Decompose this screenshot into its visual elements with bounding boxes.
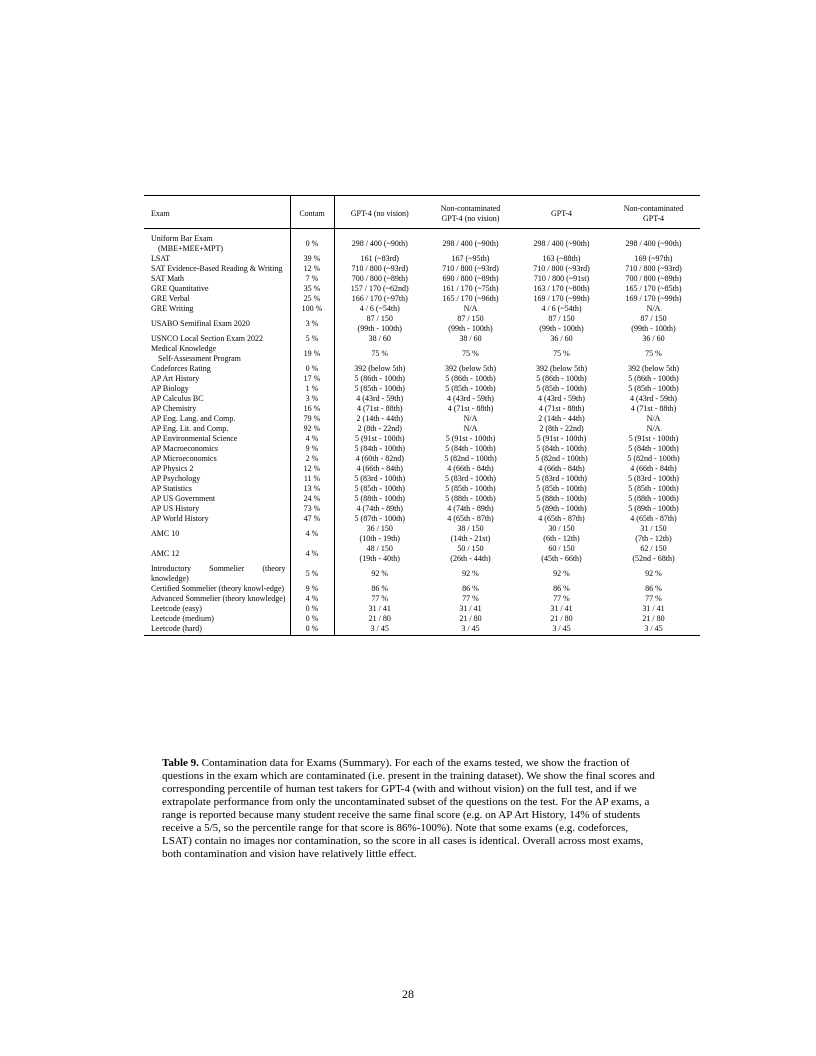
gpt4-no-vision-cell: 2 (8th - 22nd): [357, 424, 402, 433]
contam-cell: 0 %: [290, 229, 334, 255]
table-row: [144, 604, 700, 614]
gpt4-no-vision-cell: 4 (71st - 88th): [356, 404, 403, 413]
contam-cell: 19 %: [290, 344, 334, 364]
exam-name: [144, 274, 290, 284]
table-row: [144, 404, 700, 414]
noncontam-cell: 5 (89th - 100th): [628, 504, 679, 513]
gpt4-no-vision-cell: 5 (85th - 100th): [354, 384, 405, 393]
noncontam-no-vision-cell: N/A: [463, 414, 478, 423]
gpt4-no-vision-cell: 86 %: [371, 584, 389, 593]
exam-name-line: Leetcode (medium): [151, 614, 214, 623]
gpt4-cell: 710 / 800 (~93rd): [533, 264, 590, 273]
noncontam-cell: 5 (85th - 100th): [628, 384, 679, 393]
gpt4-no-vision-cell: 166 / 170 (~97th): [351, 294, 408, 303]
header-row: [144, 196, 700, 229]
gpt4-no-vision-cell: 5 (88th - 100th): [354, 494, 405, 503]
exam-name: [144, 514, 290, 524]
exam-name: [144, 524, 290, 544]
table-row: [144, 484, 700, 494]
noncontam-cell: 700 / 800 (~89th): [625, 274, 682, 283]
contam-cell: 13 %: [290, 484, 334, 494]
exam-name: [144, 494, 290, 504]
header-exam: Exam: [144, 196, 290, 229]
gpt4-cell: 5 (85th - 100th): [536, 484, 587, 493]
contam-cell: 92 %: [290, 424, 334, 434]
contam-cell: 0 %: [290, 624, 334, 636]
noncontam-no-vision-cell: 167 (~95th): [451, 254, 490, 263]
exam-name-line: Medical Knowledge: [151, 344, 217, 353]
exam-name: [144, 374, 290, 384]
table-row: [144, 394, 700, 404]
noncontam-cell: 5 (83rd - 100th): [628, 474, 679, 483]
table-row: [144, 314, 700, 334]
gpt4-no-vision-cell: 4 (66th - 84th): [356, 464, 403, 473]
noncontam-cell: 75 %: [645, 349, 662, 358]
contam-cell: 4 %: [290, 434, 334, 444]
noncontam-no-vision-cell: 5 (86th - 100th): [445, 374, 496, 383]
noncontam-no-vision-cell: 38 / 60: [459, 334, 482, 343]
table-row: [144, 424, 700, 434]
noncontam-no-vision-cell: 92 %: [462, 569, 479, 578]
contam-cell: 3 %: [290, 394, 334, 404]
table-row: [144, 494, 700, 504]
noncontam-cell: 21 / 80: [642, 614, 665, 623]
exam-name-line: AP Eng. Lang. and Comp.: [151, 414, 236, 423]
noncontam-cell: 5 (91st - 100th): [628, 434, 679, 443]
table-row: [144, 584, 700, 594]
table-row: [144, 384, 700, 394]
exam-name-line: USNCO Local Section Exam 2022: [151, 334, 263, 343]
gpt4-cell: 31 / 41: [550, 604, 573, 613]
noncontam-cell: N/A: [646, 424, 661, 433]
gpt4-cell: 4 (66th - 84th): [538, 464, 585, 473]
noncontam-cell: 36 / 60: [642, 334, 665, 343]
gpt4-cell: 5 (89th - 100th): [536, 504, 587, 513]
gpt4-no-vision-cell: 4 (60th - 82nd): [355, 454, 404, 463]
contam-cell: 1 %: [290, 384, 334, 394]
noncontam-cell: 169 / 170 (~99th): [625, 294, 682, 303]
exam-name: [144, 614, 290, 624]
gpt4-cell: 4 (65th - 87th): [538, 514, 585, 523]
table-row: [144, 274, 700, 284]
contam-cell: 79 %: [290, 414, 334, 424]
gpt4-cell: 5 (86th - 100th): [536, 374, 587, 383]
gpt4-no-vision-cell: 48 / 150 (19th - 40th): [359, 544, 400, 563]
exam-name: [144, 414, 290, 424]
contam-cell: 0 %: [290, 604, 334, 614]
exam-name: [144, 314, 290, 334]
exam-name-line: Introductory Sommelier (theory knowledge): [151, 564, 286, 583]
exam-name: [144, 444, 290, 454]
gpt4-cell: 4 (71st - 88th): [538, 404, 585, 413]
exam-name-line: Codeforces Rating: [151, 364, 211, 373]
exam-name: [144, 584, 290, 594]
gpt4-no-vision-cell: 3 / 45: [370, 624, 389, 633]
page-number: 28: [402, 987, 414, 1001]
noncontam-no-vision-cell: 5 (83rd - 100th): [445, 474, 496, 483]
contam-cell: 24 %: [290, 494, 334, 504]
caption-label: Table 9.: [162, 757, 199, 769]
gpt4-no-vision-cell: 157 / 170 (~62nd): [350, 284, 409, 293]
gpt4-cell: 86 %: [553, 584, 570, 593]
table-row: [144, 374, 700, 384]
exam-name-line: Leetcode (hard): [151, 624, 202, 633]
noncontam-no-vision-cell: 690 / 800 (~89th): [442, 274, 499, 283]
table-row: [144, 514, 700, 524]
exam-name-line: GRE Writing: [151, 304, 194, 313]
exam-name: [144, 544, 290, 564]
noncontam-no-vision-cell: N/A: [463, 304, 478, 313]
exam-name-line: AP Art History: [151, 374, 200, 383]
exam-name-line: Certified Sommelier (theory knowl-edge): [151, 584, 285, 593]
header-gpt4-no-vision: GPT-4 (no vision): [350, 209, 409, 218]
exam-name: [144, 624, 290, 636]
exam-name: [144, 304, 290, 314]
contam-cell: 16 %: [290, 404, 334, 414]
gpt4-no-vision-cell: 5 (83rd - 100th): [354, 474, 406, 483]
noncontam-cell: 92 %: [645, 569, 662, 578]
exam-name: [144, 364, 290, 374]
table-row: [144, 624, 700, 636]
exam-name: [144, 594, 290, 604]
gpt4-no-vision-cell: 5 (87th - 100th): [354, 514, 405, 523]
exam-name-line: AP Environmental Science: [151, 434, 238, 443]
contam-cell: 11 %: [290, 474, 334, 484]
contam-cell: 0 %: [290, 364, 334, 374]
gpt4-no-vision-cell: 710 / 800 (~93rd): [351, 264, 409, 273]
exam-name-line: AP Eng. Lit. and Comp.: [151, 424, 229, 433]
exam-name: [144, 394, 290, 404]
table-row: [144, 284, 700, 294]
contam-cell: 5 %: [290, 564, 334, 584]
contam-cell: 12 %: [290, 464, 334, 474]
table-row: [144, 564, 700, 584]
exam-name-line: Leetcode (easy): [151, 604, 202, 613]
exam-name: [144, 454, 290, 464]
noncontam-cell: 5 (88th - 100th): [628, 494, 679, 503]
exam-name-line: AP Psychology: [151, 474, 201, 483]
noncontam-no-vision-cell: 4 (65th - 87th): [447, 514, 494, 523]
gpt4-cell: 5 (88th - 100th): [536, 494, 587, 503]
table-header: [144, 196, 700, 229]
noncontam-no-vision-cell: 4 (71st - 88th): [447, 404, 494, 413]
exam-name-line: AP US Government: [151, 494, 216, 503]
exam-name-line: AMC 12: [151, 549, 180, 558]
gpt4-cell: 5 (82nd - 100th): [535, 454, 588, 463]
contam-cell: 4 %: [290, 544, 334, 564]
noncontam-no-vision-cell: 21 / 80: [459, 614, 482, 623]
gpt4-cell: 5 (84th - 100th): [536, 444, 587, 453]
noncontam-cell: 169 (~97th): [634, 254, 673, 263]
contam-cell: 12 %: [290, 264, 334, 274]
exam-name-line: AP Statistics: [151, 484, 192, 493]
header-noncontam-no-vision: Non-contaminated GPT-4 (no vision): [440, 204, 501, 223]
contam-cell: 3 %: [290, 314, 334, 334]
exam-name-line: AP US History: [151, 504, 200, 513]
table-row: [144, 304, 700, 314]
exam-name: [144, 334, 290, 344]
gpt4-cell: 5 (85th - 100th): [536, 384, 587, 393]
gpt4-no-vision-cell: 392 (below 5th): [354, 364, 406, 373]
contam-cell: 39 %: [290, 254, 334, 264]
noncontam-cell: 5 (82nd - 100th): [627, 454, 680, 463]
noncontam-no-vision-cell: 86 %: [462, 584, 479, 593]
exam-name-line: AP Biology: [151, 384, 189, 393]
caption-text: Contamination data for Exams (Summary). For each of the exams tested, we show the fraction of questions in the exam which are contaminated (i.e. present in the training dataset). We show the final scores and corresponding percentile of human test takers for GPT-4 (with and without vision) on the full test, and if we extrapolate performance from only the uncontaminated subset of the questions on the test. For the AP exams, a range is reported because many student receive the same final score (e.g. on AP Art History, 14% of students receive a 5/5, so the percentile range for that score is 86%-100%). Note that some exams (e.g. codeforces, LSAT) contain no images nor contamination, so the score in all cases is identical. Overall across most exams, both contamination and vision have relatively little effect.: [162, 757, 655, 860]
noncontam-cell: 5 (85th - 100th): [628, 484, 679, 493]
exam-name-line: SAT Math: [151, 274, 184, 283]
contam-cell: 35 %: [290, 284, 334, 294]
noncontam-cell: 3 / 45: [644, 624, 663, 633]
gpt4-no-vision-cell: 5 (86th - 100th): [354, 374, 405, 383]
gpt4-no-vision-cell: 5 (91st - 100th): [354, 434, 405, 443]
gpt4-cell: 77 %: [553, 594, 570, 603]
noncontam-no-vision-cell: 31 / 41: [459, 604, 482, 613]
exam-name-subline: (MBE+MEE+MPT): [158, 244, 224, 253]
table-row: [144, 614, 700, 624]
gpt4-cell: 163 / 170 (~80th): [533, 284, 590, 293]
noncontam-cell: 4 (65th - 87th): [630, 514, 677, 523]
exam-name: [144, 504, 290, 514]
noncontam-cell: 31 / 41: [642, 604, 665, 613]
table-caption: [162, 757, 656, 861]
gpt4-cell: 4 (43rd - 59th): [538, 394, 585, 403]
noncontam-no-vision-cell: 5 (82nd - 100th): [444, 454, 497, 463]
gpt4-no-vision-cell: 700 / 800 (~89th): [351, 274, 408, 283]
exam-name: [144, 474, 290, 484]
exam-name: [144, 229, 290, 255]
gpt4-cell: 3 / 45: [552, 624, 571, 633]
gpt4-no-vision-cell: 77 %: [371, 594, 389, 603]
gpt4-no-vision-cell: 87 / 150 (99th - 100th): [357, 314, 402, 333]
gpt4-no-vision-cell: 298 / 400 (~90th): [351, 239, 408, 248]
noncontam-cell: 4 (71st - 88th): [630, 404, 677, 413]
noncontam-cell: 165 / 170 (~85th): [625, 284, 682, 293]
gpt4-cell: 710 / 800 (~91st): [533, 274, 590, 283]
noncontam-no-vision-cell: 5 (88th - 100th): [445, 494, 496, 503]
exam-name-line: SAT Evidence-Based Reading & Writing: [151, 264, 283, 273]
noncontam-cell: 4 (66th - 84th): [630, 464, 677, 473]
gpt4-cell: 30 / 150 (6th - 12th): [543, 524, 580, 543]
noncontam-cell: 298 / 400 (~90th): [625, 239, 682, 248]
contam-cell: 73 %: [290, 504, 334, 514]
exam-name-line: LSAT: [151, 254, 171, 263]
gpt4-cell: 169 / 170 (~99th): [533, 294, 590, 303]
exam-name-line: Advanced Sommelier (theory knowledge): [151, 594, 286, 603]
contam-cell: 7 %: [290, 274, 334, 284]
exam-name-line: AP Microeconomics: [151, 454, 217, 463]
gpt4-no-vision-cell: 38 / 60: [368, 334, 391, 343]
exam-name-line: AMC 10: [151, 529, 180, 538]
exam-name: [144, 284, 290, 294]
gpt4-no-vision-cell: 5 (85th - 100th): [354, 484, 405, 493]
noncontam-no-vision-cell: 4 (66th - 84th): [447, 464, 494, 473]
contam-cell: 47 %: [290, 514, 334, 524]
header-noncontam: Non-contaminated GPT-4: [623, 204, 684, 223]
table-row: [144, 434, 700, 444]
table-row: [144, 464, 700, 474]
noncontam-no-vision-cell: N/A: [463, 424, 478, 433]
noncontam-no-vision-cell: 5 (84th - 100th): [445, 444, 496, 453]
noncontam-cell: 86 %: [645, 584, 662, 593]
noncontam-no-vision-cell: 5 (85th - 100th): [445, 484, 496, 493]
gpt4-no-vision-cell: 2 (14th - 44th): [356, 414, 403, 423]
exam-name: [144, 264, 290, 274]
noncontam-no-vision-cell: 38 / 150 (14th - 21st): [450, 524, 491, 543]
exam-name-line: AP Physics 2: [151, 464, 194, 473]
exam-name-line: AP World History: [151, 514, 209, 523]
noncontam-no-vision-cell: 5 (85th - 100th): [445, 384, 496, 393]
exam-name-line: Uniform Bar Exam: [151, 234, 213, 243]
contam-cell: 4 %: [290, 594, 334, 604]
exam-name: [144, 484, 290, 494]
noncontam-no-vision-cell: 4 (43rd - 59th): [447, 394, 494, 403]
gpt4-cell: 5 (91st - 100th): [536, 434, 587, 443]
noncontam-cell: 87 / 150 (99th - 100th): [631, 314, 676, 333]
table-row: [144, 444, 700, 454]
exam-name: [144, 604, 290, 614]
gpt4-cell: 36 / 60: [550, 334, 573, 343]
noncontam-cell: 392 (below 5th): [627, 364, 680, 373]
noncontam-cell: 77 %: [645, 594, 662, 603]
gpt4-cell: 298 / 400 (~90th): [533, 239, 590, 248]
gpt4-no-vision-cell: 4 (74th - 89th): [356, 504, 403, 513]
exam-name-line: USABO Semifinal Exam 2020: [151, 319, 250, 328]
table-row: [144, 594, 700, 604]
header-contam: Contam: [290, 196, 334, 229]
contam-cell: 9 %: [290, 444, 334, 454]
noncontam-no-vision-cell: 710 / 800 (~93rd): [442, 264, 499, 273]
exam-name: [144, 384, 290, 394]
noncontam-no-vision-cell: 5 (91st - 100th): [445, 434, 496, 443]
gpt4-cell: 60 / 150 (45th - 66th): [541, 544, 582, 563]
exam-name-line: GRE Quantitative: [151, 284, 209, 293]
noncontam-no-vision-cell: 392 (below 5th): [444, 364, 497, 373]
contam-cell: 25 %: [290, 294, 334, 304]
table-row: [144, 504, 700, 514]
exam-name-line: AP Chemistry: [151, 404, 197, 413]
gpt4-no-vision-cell: 75 %: [371, 349, 389, 358]
noncontam-cell: 31 / 150 (7th - 12th): [635, 524, 672, 543]
table-row: [144, 524, 700, 544]
noncontam-no-vision-cell: 298 / 400 (~90th): [442, 239, 499, 248]
table-row: [144, 544, 700, 564]
exam-name: [144, 404, 290, 414]
noncontam-no-vision-cell: 165 / 170 (~96th): [442, 294, 499, 303]
exam-name-subline: Self-Assessment Program: [158, 354, 241, 363]
gpt4-no-vision-cell: 31 / 41: [368, 604, 391, 613]
contam-cell: 2 %: [290, 454, 334, 464]
noncontam-no-vision-cell: 50 / 150 (26th - 44th): [450, 544, 491, 563]
noncontam-cell: 5 (84th - 100th): [628, 444, 679, 453]
gpt4-no-vision-cell: 36 / 150 (10th - 19th): [359, 524, 400, 543]
gpt4-cell: 21 / 80: [550, 614, 573, 623]
gpt4-cell: 2 (14th - 44th): [538, 414, 585, 423]
gpt4-no-vision-cell: 92 %: [371, 569, 389, 578]
exam-name: [144, 464, 290, 474]
exam-name-line: AP Macroeconomics: [151, 444, 219, 453]
noncontam-cell: 5 (86th - 100th): [628, 374, 679, 383]
contam-cell: 0 %: [290, 614, 334, 624]
exam-name: [144, 254, 290, 264]
table-row: [144, 294, 700, 304]
exam-name: [144, 424, 290, 434]
exam-name: [144, 344, 290, 364]
gpt4-cell: 4 / 6 (~54th): [541, 304, 582, 313]
noncontam-cell: 710 / 800 (~93rd): [625, 264, 682, 273]
noncontam-cell: N/A: [646, 304, 661, 313]
gpt4-cell: 392 (below 5th): [535, 364, 588, 373]
table-row: [144, 264, 700, 274]
table-row: [144, 334, 700, 344]
exam-name: [144, 294, 290, 304]
gpt4-no-vision-cell: 21 / 80: [368, 614, 391, 623]
contamination-table: [144, 195, 700, 636]
exam-name-line: GRE Verbal: [151, 294, 190, 303]
noncontam-cell: 4 (43rd - 59th): [630, 394, 677, 403]
noncontam-no-vision-cell: 77 %: [462, 594, 479, 603]
table-row: [144, 454, 700, 464]
table-row: [144, 364, 700, 374]
table-row: [144, 344, 700, 364]
noncontam-no-vision-cell: 75 %: [462, 349, 479, 358]
noncontam-no-vision-cell: 4 (74th - 89th): [447, 504, 494, 513]
gpt4-no-vision-cell: 5 (84th - 100th): [354, 444, 405, 453]
gpt4-no-vision-cell: 4 (43rd - 59th): [356, 394, 404, 403]
table-row: [144, 474, 700, 484]
noncontam-no-vision-cell: 3 / 45: [461, 624, 480, 633]
contam-cell: 17 %: [290, 374, 334, 384]
table-body: [144, 229, 700, 636]
noncontam-no-vision-cell: 87 / 150 (99th - 100th): [448, 314, 493, 333]
table-row: [144, 414, 700, 424]
table-row: [144, 229, 700, 255]
noncontam-cell: 62 / 150 (52nd - 68th): [632, 544, 675, 563]
gpt4-no-vision-cell: 4 / 6 (~54th): [359, 304, 400, 313]
noncontam-cell: N/A: [646, 414, 661, 423]
contam-cell: 4 %: [290, 524, 334, 544]
gpt4-cell: 87 / 150 (99th - 100th): [539, 314, 584, 333]
gpt4-cell: 5 (83rd - 100th): [536, 474, 587, 483]
noncontam-no-vision-cell: 161 / 170 (~75th): [442, 284, 499, 293]
exam-name-line: AP Calculus BC: [151, 394, 204, 403]
header-gpt4: GPT-4: [550, 209, 573, 218]
gpt4-no-vision-cell: 161 (~83rd): [360, 254, 399, 263]
gpt4-cell: 92 %: [553, 569, 570, 578]
contam-cell: 100 %: [290, 304, 334, 314]
table-row: [144, 254, 700, 264]
exam-name: [144, 564, 290, 584]
exam-name: [144, 434, 290, 444]
contam-cell: 5 %: [290, 334, 334, 344]
gpt4-cell: 75 %: [553, 349, 570, 358]
gpt4-cell: 2 (8th - 22nd): [539, 424, 584, 433]
gpt4-cell: 163 (~88th): [542, 254, 581, 263]
contam-cell: 9 %: [290, 584, 334, 594]
